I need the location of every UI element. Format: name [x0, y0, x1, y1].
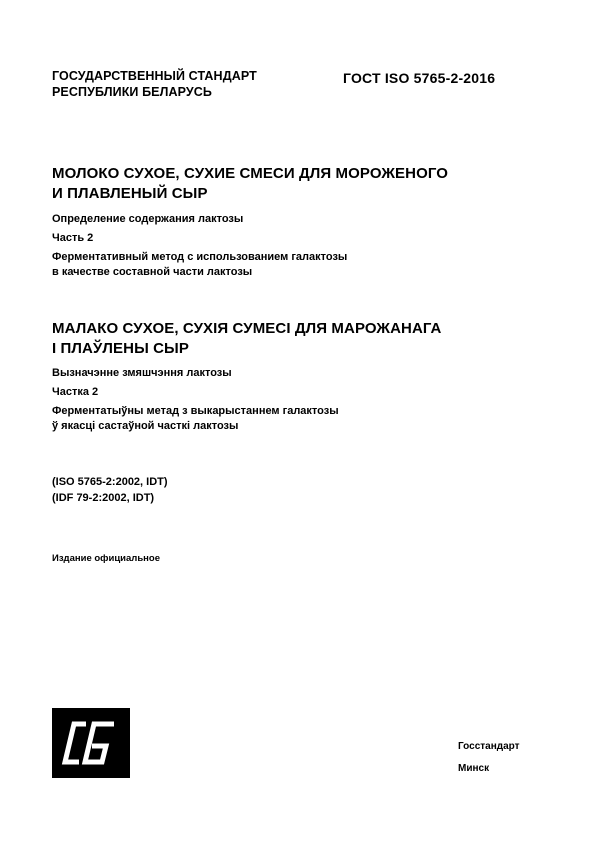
belarusian-title — [52, 319, 441, 359]
belarusian-subtitle: Вызначэнне змяшчэння лактозы — [52, 367, 232, 379]
publisher: Госстандарт — [458, 741, 520, 752]
idf-reference: (IDF 79-2:2002, IDT) — [52, 492, 155, 504]
belarusian-method — [52, 404, 339, 434]
russian-method — [52, 250, 347, 280]
belarusian-title-line2: І ПЛАЎЛЕНЫ СЫР — [52, 340, 189, 357]
russian-subtitle: Определение содержания лактозы — [52, 213, 244, 225]
belarusian-title-line1: МАЛАКО СУХОЕ, СУХІЯ СУМЕСІ ДЛЯ МАРОЖАНАГА — [52, 320, 442, 337]
russian-title — [52, 164, 448, 204]
russian-part: Часть 2 — [52, 232, 94, 244]
header-left-line2: РЕСПУБЛИКИ БЕЛАРУСЬ — [52, 85, 212, 99]
belarusian-part: Частка 2 — [52, 386, 99, 398]
iso-reference: (ISO 5765-2:2002, IDT) — [52, 476, 168, 488]
russian-title-line1: МОЛОКО СУХОЕ, СУХИЕ СМЕСИ ДЛЯ МОРОЖЕНОГО — [52, 165, 449, 182]
international-references — [52, 474, 168, 506]
header-left-line1: ГОСУДАРСТВЕННЫЙ СТАНДАРТ — [52, 69, 257, 83]
russian-method-line1: Ферментативный метод с использованием галактозы — [52, 251, 348, 263]
standard-designation: ГОСТ ISO 5765-2-2016 — [343, 70, 496, 86]
belarusian-method-line2: ў якасці састаўной часткі лактозы — [52, 420, 239, 432]
belarusian-method-line1: Ферментатыўны метад з выкарыстаннем галактозы — [52, 405, 339, 417]
edition-note: Издание официальное — [52, 553, 160, 564]
publisher-city: Минск — [458, 763, 490, 774]
russian-method-line2: в качестве составной части лактозы — [52, 266, 253, 278]
gosstandart-logo-icon — [52, 708, 130, 778]
standard-type-header — [52, 68, 257, 100]
russian-title-line2: И ПЛАВЛЕНЫЙ СЫР — [52, 185, 208, 202]
